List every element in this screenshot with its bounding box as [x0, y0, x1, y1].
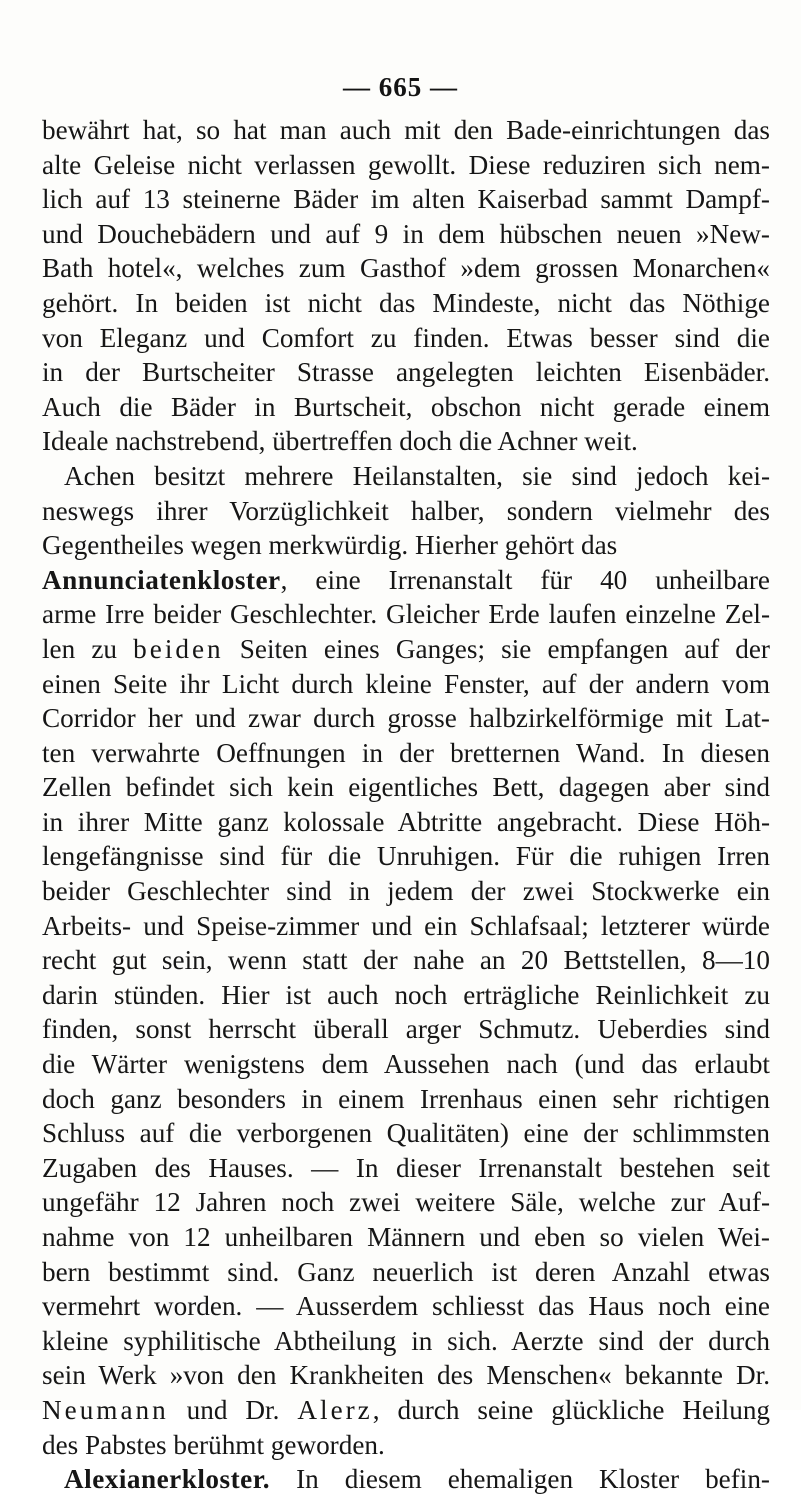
text-fragment: Seiten eines Ganges; sie empfangen auf der	[223, 633, 770, 664]
text-line: Achen besitzt mehrere Heilanstalten, sie sind jedoch kei-	[64, 460, 770, 491]
text-line	[42, 1462, 770, 1497]
text-line: finden, sonst herrscht überall arger Schmutz. Ueberdies sind	[42, 1014, 770, 1045]
text-line: einen Seite ihr Licht durch kleine Fenster, auf der andern vom	[42, 668, 770, 699]
text-line: lich auf 13 steinerne Bäder im alten Kaiserbad sammt Dampf-	[42, 184, 770, 215]
text-line: und Douchebädern und auf 9 in dem hübschen neuen »New-	[42, 218, 770, 249]
text-line: die Wärter wenigstens dem Aussehen nach (und das erlaubt	[42, 1049, 770, 1080]
text-line: des Pabstes berühmt geworden.	[42, 1429, 385, 1460]
text-line: bewährt hat, so hat man auch mit den Bade-einrichtungen das	[42, 115, 770, 145]
spaced-emphasis: Neumann	[42, 1394, 169, 1425]
section-term: Annunciatenkloster	[42, 564, 281, 595]
text-line: Schluss auf die verborgenen Qualitäten) eine der schlimmsten	[42, 1118, 770, 1149]
spaced-emphasis: Alerz	[297, 1394, 373, 1425]
text-line: alte Geleise nicht verlassen gewollt. Diese reduziren sich nem-	[42, 149, 770, 180]
text-line: gehört. In beiden ist nicht das Mindeste, nicht das Nöthige	[42, 287, 770, 318]
text-line: ten verwahrte Oeffnungen in der bretternen Wand. In diesen	[42, 737, 770, 768]
text-fragment: len zu	[42, 633, 134, 664]
text-fragment: , eine Irrenanstalt für 40 unheilbare	[280, 564, 770, 595]
text-line: arme Irre beider Geschlechter. Gleicher Erde laufen einzelne Zel-	[42, 599, 770, 630]
text-line: Zugaben des Hauses. — In dieser Irrenanstalt bestehen seit	[42, 1152, 770, 1183]
text-line: von Eleganz und Comfort zu finden. Etwas besser sind die	[42, 322, 770, 353]
text-line: lengefängnisse sind für die Unruhigen. Für die ruhigen Irren	[42, 841, 770, 872]
body-text	[42, 113, 770, 1497]
text-fragment: , durch seine glückliche Heilung	[372, 1394, 771, 1425]
text-fragment: In diesem ehemaligen Kloster befin-	[270, 1464, 770, 1495]
text-line: Bath hotel«, welches zum Gasthof »dem grossen Monarchen«	[42, 253, 770, 284]
text-line	[42, 563, 770, 598]
text-line: doch ganz besonders in einem Irrenhaus einen sehr richtigen	[42, 1083, 770, 1114]
text-line: Zellen befindet sich kein eigentliches Bett, dagegen aber sind	[42, 772, 770, 803]
section-term: Alexianerkloster.	[64, 1464, 271, 1495]
text-fragment: und Dr.	[168, 1394, 298, 1425]
text-line: in ihrer Mitte ganz kolossale Abtritte angebracht. Diese Höh-	[42, 806, 770, 837]
text-line: recht gut sein, wenn statt der nahe an 20 Bettstellen, 8—10	[42, 945, 770, 976]
text-line: bern bestimmt sind. Ganz neuerlich ist deren Anzahl etwas	[42, 1256, 770, 1287]
text-line: Corridor her und zwar durch grosse halbzirkelförmige mit Lat-	[42, 703, 770, 734]
text-line: ungefähr 12 Jahren noch zwei weitere Säle, welche zur Auf-	[42, 1187, 770, 1218]
spaced-emphasis: beiden	[133, 633, 224, 664]
text-line: Ideale nachstrebend, übertreffen doch die Achner weit.	[42, 426, 638, 457]
text-line	[42, 1393, 770, 1428]
text-line: beider Geschlechter sind in jedem der zwei Stockwerke ein	[42, 876, 770, 907]
text-line: nahme von 12 unheilbaren Männern und eben so vielen Wei-	[42, 1222, 770, 1252]
text-line: kleine syphilitische Abtheilung in sich. Aerzte sind der durch	[42, 1325, 770, 1356]
text-line: in der Burtscheiter Strasse angelegten leichten Eisenbäder.	[42, 357, 770, 388]
text-line	[42, 632, 770, 667]
text-line: Gegentheiles wegen merkwürdig. Hierher gehört das	[42, 530, 618, 561]
text-line: neswegs ihrer Vorzüglichkeit halber, sondern vielmehr des	[42, 495, 770, 526]
text-line: vermehrt worden. — Ausserdem schliesst das Haus noch eine	[42, 1291, 770, 1322]
text-line: sein Werk »von den Krankheiten des Menschen« bekannte Dr.	[42, 1360, 770, 1391]
text-line: Auch die Bäder in Burtscheit, obschon nicht gerade einem	[42, 391, 770, 422]
text-line: Arbeits- und Speise-zimmer und ein Schlafsaal; letzterer würde	[42, 910, 770, 941]
page-number: — 665 —	[343, 72, 458, 102]
text-line: darin stünden. Hier ist auch noch erträgliche Reinlichkeit zu	[42, 979, 770, 1010]
